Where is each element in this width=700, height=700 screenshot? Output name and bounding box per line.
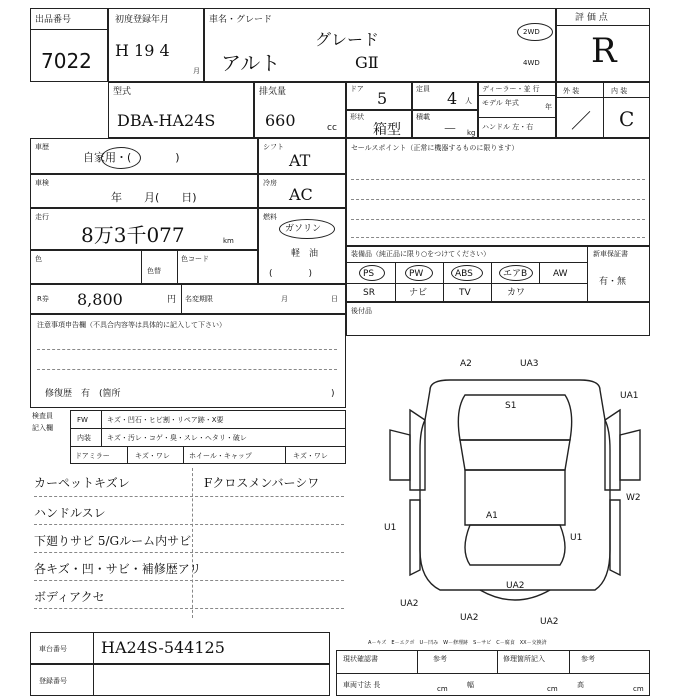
mileage-box <box>30 208 258 250</box>
mark-u1-right: U1 <box>570 533 583 543</box>
interior-value: C <box>619 107 635 131</box>
score-label: 評 価 点 <box>575 13 608 23</box>
sales-point-label: セールスポイント（正常に機器するものに限ります） <box>351 144 519 152</box>
recycle-box <box>30 284 346 314</box>
displacement-label: 排気量 <box>259 87 287 97</box>
drive-4wd: 4WD <box>523 59 540 67</box>
warranty-label: 新車保証書 <box>593 250 628 258</box>
small-info-table <box>336 650 650 696</box>
mark-a2: A2 <box>460 359 472 369</box>
mark-s1: S1 <box>505 401 517 411</box>
sales-point-box <box>346 138 650 246</box>
note-4: 各キズ・凹・サビ・補修歴アリ <box>34 562 202 576</box>
exterior-value: ／ <box>571 109 591 133</box>
inspector-row3-mirror: ドアミラー <box>75 452 110 460</box>
fuel-other: 軽 油 <box>291 249 319 259</box>
model-year-unit: 年 <box>545 103 552 111</box>
car-name: アルト <box>221 51 281 75</box>
recycle-yen: 円 <box>167 295 177 305</box>
inspector-row2-head: 内装 <box>77 434 91 442</box>
note-right: Fクロスメンバーシワ <box>204 476 320 490</box>
color-code-label: 色コード <box>181 255 209 263</box>
inspector-label-line1: 検査員 <box>32 412 53 420</box>
dealer-box <box>478 82 556 138</box>
displacement-unit: cc <box>327 123 337 133</box>
shift: AT <box>289 151 311 170</box>
inspection-text: 年 月( 日) <box>111 191 197 204</box>
ac-box <box>258 174 346 208</box>
fuel-paren: ( ) <box>269 269 313 279</box>
inspector-row3-mirror-dmg: キズ・ワレ <box>135 452 170 460</box>
name-change-day: 日 <box>331 295 338 303</box>
equipment-title: 装備品（純正品に限り○をつけてください） <box>351 250 491 258</box>
small-cell-1: 参考 <box>433 655 447 663</box>
legend: A－キズ E－エクボ U－凹み W－修理跡 S－サビ C－腐食 XX－交換済 <box>368 640 547 646</box>
capacity-box <box>412 82 478 110</box>
mileage: 8万3千077 <box>81 223 185 247</box>
model: DBA-HA24S <box>117 111 216 130</box>
color-box <box>30 250 258 284</box>
small-cell-4: 車両寸法 長 <box>343 681 381 689</box>
load: － <box>443 122 457 138</box>
mark-u1-left: U1 <box>384 523 397 533</box>
doors: 5 <box>377 89 388 108</box>
shape-label: 形状 <box>350 113 364 121</box>
car-outline <box>390 380 640 600</box>
ac: AC <box>289 185 313 204</box>
first-reg-value: H 19 4 <box>115 41 170 60</box>
inspector-row3-wheel-dmg: キズ・ワレ <box>293 452 328 460</box>
inspector-row1-text: キズ・凹石・ヒビ割・リペア跡・X要 <box>107 416 224 424</box>
repair-label: 修復歴 有 (箇所 <box>45 389 121 399</box>
doors-box <box>346 82 412 110</box>
mark-ua3: UA3 <box>520 359 539 369</box>
inspector-row2-text: キズ・汚レ・コゲ・臭・スレ・ヘタリ・破レ <box>107 434 247 442</box>
exterior-label: 外 装 <box>563 87 580 95</box>
note-2: ハンドルスレ <box>34 506 106 520</box>
inspector-row3-wheel: ホイール・キャップ <box>189 452 252 460</box>
capacity: 4 <box>447 89 458 108</box>
usage-text: 自家用・( ) <box>83 151 180 164</box>
equip-sr: SR <box>363 288 375 298</box>
chassis-number: HA24S-544125 <box>101 638 225 657</box>
handle-label: ハンドル 左・右 <box>482 123 534 131</box>
interior-label: 内 装 <box>611 87 628 95</box>
equip-aw: AW <box>553 269 568 279</box>
name-change-month: 月 <box>281 295 288 303</box>
grade: GⅡ <box>355 53 379 72</box>
load-label: 積載 <box>416 113 430 121</box>
mileage-label: 走行 <box>35 213 49 221</box>
handwritten-notes <box>30 468 202 618</box>
drive-2wd: 2WD <box>523 28 540 36</box>
note-3: 下廻りサビ 5/Gルーム内サビ <box>34 534 192 548</box>
score-box <box>556 8 650 82</box>
small-cell-3: 参考 <box>581 655 595 663</box>
small-cell-8: 高 <box>577 681 584 689</box>
inspector-table <box>70 410 346 464</box>
notes-box <box>30 314 346 408</box>
load-unit: kg <box>467 129 476 137</box>
mileage-unit: km <box>223 237 234 245</box>
equip-ps: PS <box>363 269 375 279</box>
grade-label: グレード <box>315 30 380 49</box>
equip-abs: ABS <box>455 269 473 279</box>
registration-box <box>30 664 330 696</box>
shape: 箱型 <box>373 122 401 138</box>
car-name-label: 車名・グレード <box>209 15 273 25</box>
displacement: 660 <box>265 111 296 130</box>
load-box <box>412 110 478 138</box>
note-5: ボディアクセ <box>34 590 105 604</box>
model-box <box>108 82 254 138</box>
shape-box <box>346 110 412 138</box>
notes-divider <box>192 468 193 618</box>
shift-label: シフト <box>263 143 284 151</box>
inspector-row1-head: FW <box>77 416 88 424</box>
doors-label: ドア <box>350 85 364 93</box>
equip-airbag: エアB <box>503 269 528 279</box>
small-cell-2: 修理箇所記入 <box>503 655 545 663</box>
small-cell-7: cm <box>547 685 558 693</box>
capacity-unit: 人 <box>465 97 472 105</box>
inspector-label-line2: 記入欄 <box>32 424 53 432</box>
recycle-label: R券 <box>37 295 49 303</box>
equip-leather: カワ <box>507 288 526 298</box>
model-label: 型式 <box>113 87 132 97</box>
mark-ua2-bottom: UA2 <box>460 613 479 623</box>
model-year-label: モデル 年式 <box>482 99 519 107</box>
chassis-label: 車台番号 <box>39 645 67 653</box>
score: R <box>591 31 617 71</box>
fuel-box <box>258 208 346 284</box>
color-change-label: 色替 <box>147 267 161 275</box>
warranty-value: 有・無 <box>599 277 627 287</box>
month-suffix: 月 <box>193 67 200 75</box>
color-label: 色 <box>35 255 42 263</box>
lot-number-box <box>30 8 108 82</box>
usage-box <box>30 138 258 174</box>
shift-box <box>258 138 346 174</box>
chassis-box <box>30 632 330 664</box>
first-reg-label: 初度登録年月 <box>115 15 170 25</box>
equip-navi: ナビ <box>409 288 428 298</box>
inspection-box <box>30 174 258 208</box>
equip-tv: TV <box>459 288 471 298</box>
note-1: カーペットキズレ <box>34 476 130 490</box>
mark-ua2-center: UA2 <box>506 581 525 591</box>
displacement-box <box>254 82 346 138</box>
name-change-label: 名変期限 <box>185 295 213 303</box>
mark-ua2-right: UA2 <box>540 617 559 627</box>
mark-ua1: UA1 <box>620 391 639 401</box>
first-reg-box <box>108 8 204 82</box>
inspector-label <box>30 410 70 446</box>
small-cell-0: 現状確認書 <box>343 655 378 663</box>
equip-pw: PW <box>409 269 424 279</box>
lot-number-label: 出品番号 <box>35 15 72 25</box>
small-cell-9: cm <box>633 685 644 693</box>
capacity-label: 定員 <box>416 85 430 93</box>
small-cell-5: cm <box>437 685 448 693</box>
ac-label: 冷房 <box>263 179 277 187</box>
after-install-box <box>346 302 650 336</box>
fuel-label: 燃料 <box>263 213 277 221</box>
equipment-box <box>346 246 650 302</box>
inspection-label: 車検 <box>35 179 49 187</box>
recycle-amount: 8,800 <box>77 290 123 309</box>
after-install-label: 後付品 <box>351 307 372 315</box>
mark-ua2-left: UA2 <box>400 599 419 609</box>
lot-number: 7022 <box>41 49 92 73</box>
small-cell-6: 幅 <box>467 681 474 689</box>
mark-a1: A1 <box>486 511 498 521</box>
dealer-label: ディーラー・並 行 <box>482 85 540 93</box>
repair-close: ) <box>331 389 335 399</box>
registration-label: 登録番号 <box>39 677 67 685</box>
car-damage-diagram <box>370 350 660 630</box>
ext-int-box <box>556 82 650 138</box>
car-name-box <box>204 8 556 82</box>
usage-label: 車歴 <box>35 143 49 151</box>
mark-w2: W2 <box>626 493 641 503</box>
fuel-circled: ガソリン <box>285 224 322 234</box>
notes-label: 注意事項申告欄（不具合内容等は具体的に記入して下さい） <box>37 321 226 329</box>
